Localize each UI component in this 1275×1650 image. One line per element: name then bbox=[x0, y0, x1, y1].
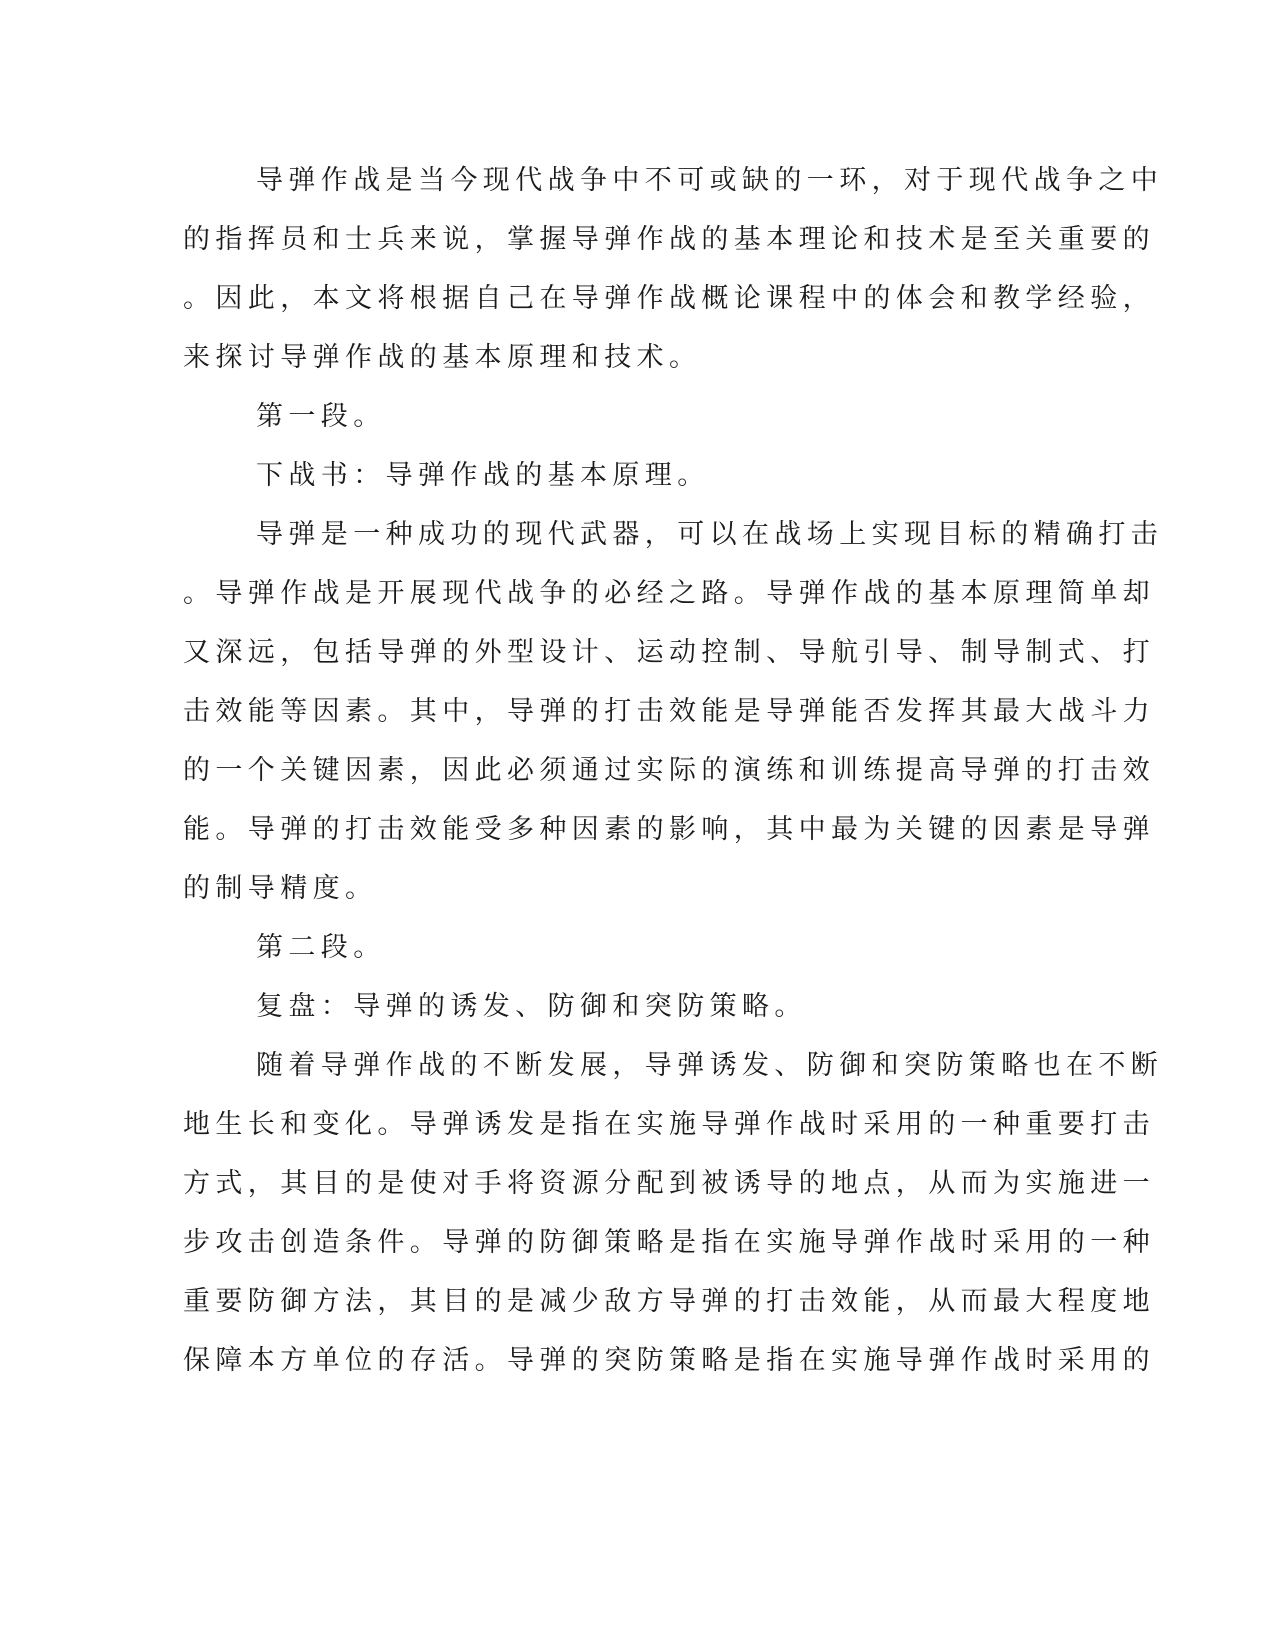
paragraph-line: 方式，其目的是使对手将资源分配到被诱导的地点，从而为实施进一 bbox=[183, 1168, 1155, 1199]
paragraph-line: 地生长和变化。导弹诱发是指在实施导弹作战时采用的一种重要打击 bbox=[183, 1109, 1155, 1140]
paragraph-line: 的指挥员和士兵来说，掌握导弹作战的基本理论和技术是至关重要的 bbox=[183, 224, 1155, 255]
paragraph-line: 来探讨导弹作战的基本原理和技术。 bbox=[183, 342, 702, 373]
paragraph-line: 。导弹作战是开展现代战争的必经之路。导弹作战的基本原理简单却 bbox=[183, 578, 1155, 609]
paragraph-line: 导弹作战是当今现代战争中不可或缺的一环，对于现代战争之中 bbox=[256, 165, 1164, 196]
paragraph-line: 又深远，包括导弹的外型设计、运动控制、导航引导、制导制式、打 bbox=[183, 637, 1155, 668]
section-subheading: 复盘：导弹的诱发、防御和突防策略。 bbox=[256, 991, 807, 1022]
paragraph-line: 导弹是一种成功的现代武器，可以在战场上实现目标的精确打击 bbox=[256, 519, 1164, 550]
paragraph-line: 能。导弹的打击效能受多种因素的影响，其中最为关键的因素是导弹 bbox=[183, 814, 1155, 845]
paragraph-line: 随着导弹作战的不断发展，导弹诱发、防御和突防策略也在不断 bbox=[256, 1050, 1164, 1081]
section-heading: 第一段。 bbox=[256, 401, 386, 432]
section-subheading: 下战书：导弹作战的基本原理。 bbox=[256, 460, 710, 491]
paragraph-line: 保障本方单位的存活。导弹的突防策略是指在实施导弹作战时采用的 bbox=[183, 1345, 1155, 1376]
section-heading: 第二段。 bbox=[256, 932, 386, 963]
paragraph-line: 的制导精度。 bbox=[183, 873, 378, 904]
paragraph-line: 的一个关键因素，因此必须通过实际的演练和训练提高导弹的打击效 bbox=[183, 755, 1155, 786]
paragraph-line: 步攻击创造条件。导弹的防御策略是指在实施导弹作战时采用的一种 bbox=[183, 1227, 1155, 1258]
paragraph-line: 击效能等因素。其中，导弹的打击效能是导弹能否发挥其最大战斗力 bbox=[183, 696, 1155, 727]
paragraph-line: 重要防御方法，其目的是减少敌方导弹的打击效能，从而最大程度地 bbox=[183, 1286, 1155, 1317]
paragraph-line: 。因此，本文将根据自己在导弹作战概论课程中的体会和教学经验， bbox=[183, 283, 1155, 314]
